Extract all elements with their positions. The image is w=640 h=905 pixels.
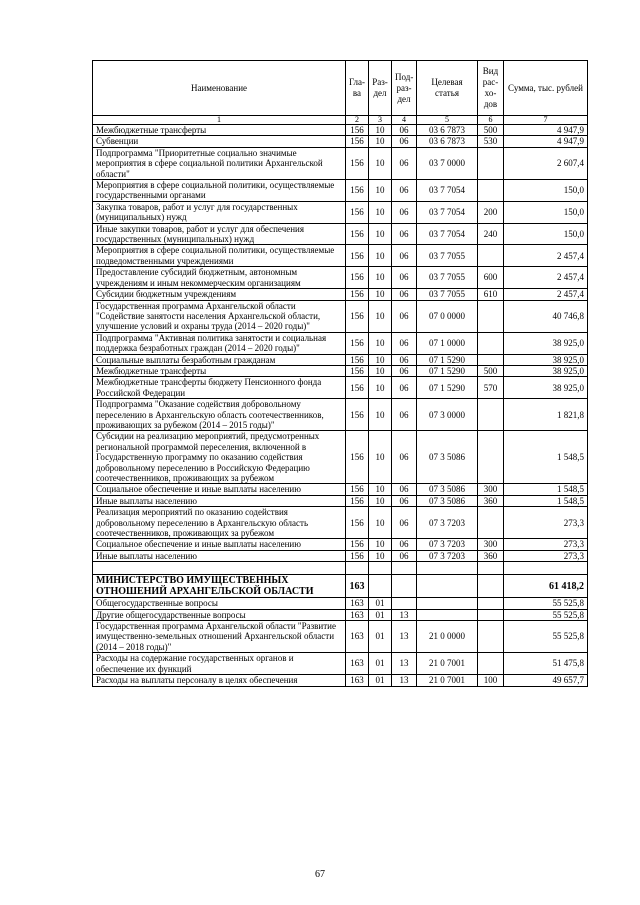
cell-name: Государственная программа Архангельской области "Содействие занятости населения Архангельской области, улучшение условий и охраны труда (2014 – 2020 годы)": [93, 300, 346, 332]
table-row: [93, 180, 588, 202]
cell-razdel: [369, 562, 392, 575]
cell-podrazdel: 13: [392, 653, 417, 675]
cell-sum: 1 548,5: [504, 495, 588, 506]
cell-razdel: 10: [369, 125, 392, 136]
cell-name: Межбюджетные трансферты: [93, 365, 346, 376]
cell-razdel: 01: [369, 675, 392, 686]
cell-sum: 55 525,8: [504, 621, 588, 653]
cell-glava: 156: [346, 245, 369, 267]
cell-vid: [478, 300, 504, 332]
table-row: [93, 550, 588, 561]
table-row: [93, 621, 588, 653]
cell-razdel: 10: [369, 147, 392, 179]
cell-target: 03 7 7054: [417, 223, 478, 245]
cell-glava: 163: [346, 675, 369, 686]
budget-table: [92, 60, 588, 687]
cell-podrazdel: 06: [392, 147, 417, 179]
cell-sum: 2 607,4: [504, 147, 588, 179]
header-vid: Вид рас-хо-дов: [478, 61, 504, 116]
cell-podrazdel: 06: [392, 484, 417, 495]
cell-razdel: 10: [369, 136, 392, 147]
cell-podrazdel: 13: [392, 621, 417, 653]
cell-razdel: 10: [369, 399, 392, 431]
column-number: 4: [392, 116, 417, 125]
cell-name: Закупка товаров, работ и услуг для государственных (муниципальных) нужд: [93, 201, 346, 223]
cell-target: 07 3 0000: [417, 399, 478, 431]
column-number: 7: [504, 116, 588, 125]
cell-glava: 156: [346, 136, 369, 147]
cell-target: 07 3 7203: [417, 539, 478, 550]
cell-razdel: 10: [369, 484, 392, 495]
budget-table-page: [92, 60, 587, 687]
cell-glava: 156: [346, 289, 369, 300]
cell-sum: 150,0: [504, 223, 588, 245]
cell-vid: [478, 562, 504, 575]
cell-target: [417, 562, 478, 575]
cell-sum: 273,3: [504, 539, 588, 550]
cell-sum: 4 947,9: [504, 125, 588, 136]
cell-name: Расходы на выплаты персоналу в целях обеспечения: [93, 675, 346, 686]
cell-name: Субвенции: [93, 136, 346, 147]
header-sum: Сумма, тыс. рублей: [504, 61, 588, 116]
cell-vid: 530: [478, 136, 504, 147]
cell-target: [417, 575, 478, 598]
cell-razdel: 10: [369, 539, 392, 550]
cell-razdel: 10: [369, 201, 392, 223]
cell-name: Социальное обеспечение и иные выплаты населению: [93, 539, 346, 550]
cell-vid: [478, 431, 504, 484]
cell-razdel: 10: [369, 300, 392, 332]
cell-razdel: 10: [369, 495, 392, 506]
cell-vid: [478, 245, 504, 267]
cell-glava: [346, 562, 369, 575]
cell-podrazdel: 06: [392, 431, 417, 484]
cell-target: 03 6 7873: [417, 136, 478, 147]
cell-sum: 1 821,8: [504, 399, 588, 431]
cell-razdel: 01: [369, 598, 392, 609]
cell-name: Мероприятия в сфере социальной политики, осуществляемые подведомственными учреждениями: [93, 245, 346, 267]
cell-glava: 163: [346, 653, 369, 675]
column-number: 1: [93, 116, 346, 125]
cell-sum: 38 925,0: [504, 354, 588, 365]
cell-target: 03 7 7055: [417, 245, 478, 267]
cell-podrazdel: 06: [392, 125, 417, 136]
column-number: 5: [417, 116, 478, 125]
cell-glava: 163: [346, 609, 369, 620]
cell-sum: 38 925,0: [504, 377, 588, 399]
cell-glava: 156: [346, 147, 369, 179]
cell-podrazdel: 06: [392, 289, 417, 300]
cell-name: Иные выплаты населению: [93, 495, 346, 506]
cell-vid: [478, 507, 504, 539]
table-body: [93, 125, 588, 687]
table-row: [93, 365, 588, 376]
cell-vid: 200: [478, 201, 504, 223]
table-row: [93, 609, 588, 620]
cell-sum: 38 925,0: [504, 332, 588, 354]
cell-target: 07 1 5290: [417, 365, 478, 376]
table-row: [93, 484, 588, 495]
cell-podrazdel: 06: [392, 399, 417, 431]
cell-sum: 2 457,4: [504, 267, 588, 289]
cell-sum: 150,0: [504, 180, 588, 202]
cell-sum: 55 525,8: [504, 598, 588, 609]
cell-podrazdel: 06: [392, 223, 417, 245]
table-row: [93, 354, 588, 365]
header-podrazdel: Под-раз-дел: [392, 61, 417, 116]
cell-razdel: 10: [369, 245, 392, 267]
cell-sum: 273,3: [504, 507, 588, 539]
cell-name: Подпрограмма "Приоритетные социально значимые мероприятия в сфере социальной политики Архангельской области": [93, 147, 346, 179]
cell-target: 07 1 5290: [417, 354, 478, 365]
cell-vid: 610: [478, 289, 504, 300]
cell-glava: 156: [346, 332, 369, 354]
cell-podrazdel: 06: [392, 201, 417, 223]
cell-vid: 500: [478, 125, 504, 136]
table-header-row: [93, 61, 588, 116]
cell-vid: [478, 609, 504, 620]
cell-glava: 156: [346, 201, 369, 223]
cell-sum: 1 548,5: [504, 484, 588, 495]
header-name: Наименование: [93, 61, 346, 116]
cell-podrazdel: 06: [392, 136, 417, 147]
cell-name: Субсидии бюджетным учреждениям: [93, 289, 346, 300]
cell-name: Предоставление субсидий бюджетным, автономным учреждениям и иным некоммерческим организациям: [93, 267, 346, 289]
cell-sum: 2 457,4: [504, 245, 588, 267]
table-row: [93, 267, 588, 289]
cell-target: [417, 609, 478, 620]
cell-vid: 300: [478, 484, 504, 495]
table-row: [93, 245, 588, 267]
cell-target: 03 7 7054: [417, 180, 478, 202]
cell-vid: 600: [478, 267, 504, 289]
cell-razdel: 10: [369, 289, 392, 300]
cell-glava: 156: [346, 507, 369, 539]
table-row: [93, 377, 588, 399]
cell-glava: 156: [346, 399, 369, 431]
cell-vid: [478, 598, 504, 609]
table-row: [93, 300, 588, 332]
cell-podrazdel: 06: [392, 354, 417, 365]
cell-podrazdel: 06: [392, 495, 417, 506]
cell-glava: 156: [346, 431, 369, 484]
cell-podrazdel: 06: [392, 300, 417, 332]
column-number: 3: [369, 116, 392, 125]
cell-name: Подпрограмма "Оказание содействия добровольному переселению в Архангельскую область соотечественников, проживающих за рубежом (2014 – 2015 годы)": [93, 399, 346, 431]
cell-target: 07 1 0000: [417, 332, 478, 354]
cell-vid: [478, 354, 504, 365]
cell-name: Субсидии на реализацию мероприятий, предусмотренных региональной программой переселения, включенной в Государственную программу по оказанию содействия добровольному переселению в Российскую Федерацию соотечественников, проживающих за рубежом: [93, 431, 346, 484]
table-row: [93, 653, 588, 675]
header-target: Целевая статья: [417, 61, 478, 116]
cell-target: 07 3 5086: [417, 484, 478, 495]
table-row: [93, 125, 588, 136]
table-row: [93, 332, 588, 354]
cell-vid: 100: [478, 675, 504, 686]
cell-sum: 40 746,8: [504, 300, 588, 332]
table-row: [93, 223, 588, 245]
column-number: 6: [478, 116, 504, 125]
cell-vid: 360: [478, 495, 504, 506]
cell-sum: 1 548,5: [504, 431, 588, 484]
cell-vid: 300: [478, 539, 504, 550]
cell-vid: [478, 332, 504, 354]
header-razdel: Раз-дел: [369, 61, 392, 116]
cell-glava: 163: [346, 598, 369, 609]
header-glava: Гла-ва: [346, 61, 369, 116]
cell-podrazdel: 06: [392, 245, 417, 267]
cell-vid: [478, 147, 504, 179]
cell-target: 07 3 7203: [417, 507, 478, 539]
cell-razdel: 10: [369, 267, 392, 289]
cell-razdel: 10: [369, 223, 392, 245]
cell-name: МИНИСТЕРСТВО ИМУЩЕСТВЕННЫХ ОТНОШЕНИЙ АРХАНГЕЛЬСКОЙ ОБЛАСТИ: [93, 575, 346, 598]
cell-podrazdel: 06: [392, 180, 417, 202]
cell-vid: [478, 399, 504, 431]
cell-vid: [478, 180, 504, 202]
cell-target: [417, 598, 478, 609]
cell-razdel: 10: [369, 332, 392, 354]
cell-sum: 51 475,8: [504, 653, 588, 675]
cell-glava: 156: [346, 495, 369, 506]
cell-target: 21 0 7001: [417, 653, 478, 675]
cell-vid: 500: [478, 365, 504, 376]
cell-sum: 55 525,8: [504, 609, 588, 620]
cell-vid: [478, 621, 504, 653]
cell-name: Общегосударственные вопросы: [93, 598, 346, 609]
cell-name: Другие общегосударственные вопросы: [93, 609, 346, 620]
cell-podrazdel: 06: [392, 267, 417, 289]
cell-name: Подпрограмма "Активная политика занятости и социальная поддержка безработных граждан (2014 – 2020 годы)": [93, 332, 346, 354]
table-row: [93, 507, 588, 539]
cell-podrazdel: 06: [392, 507, 417, 539]
cell-name: Иные выплаты населению: [93, 550, 346, 561]
table-row: [93, 201, 588, 223]
cell-glava: 156: [346, 180, 369, 202]
cell-vid: 240: [478, 223, 504, 245]
cell-razdel: [369, 575, 392, 598]
cell-glava: 156: [346, 550, 369, 561]
cell-name: [93, 562, 346, 575]
table-row: [93, 136, 588, 147]
cell-name: Государственная программа Архангельской области "Развитие имущественно-земельных отношений Архангельской области (2014 – 2018 годы)": [93, 621, 346, 653]
cell-razdel: 01: [369, 621, 392, 653]
cell-name: Реализация мероприятий по оказанию содействия добровольному переселению в Архангельскую область соотечественников, проживающих за рубежом: [93, 507, 346, 539]
cell-podrazdel: 06: [392, 539, 417, 550]
cell-podrazdel: 06: [392, 332, 417, 354]
cell-target: 07 3 5086: [417, 495, 478, 506]
table-row: [93, 598, 588, 609]
cell-glava: 156: [346, 365, 369, 376]
cell-name: Межбюджетные трансферты: [93, 125, 346, 136]
cell-name: Мероприятия в сфере социальной политики, осуществляемые государственными органами: [93, 180, 346, 202]
cell-podrazdel: 06: [392, 550, 417, 561]
cell-name: Межбюджетные трансферты бюджету Пенсионного фонда Российской Федерации: [93, 377, 346, 399]
cell-glava: 156: [346, 377, 369, 399]
cell-razdel: 10: [369, 180, 392, 202]
table-row: [93, 562, 588, 575]
cell-sum: 150,0: [504, 201, 588, 223]
cell-target: 07 1 5290: [417, 377, 478, 399]
cell-razdel: 01: [369, 653, 392, 675]
cell-target: 07 3 7203: [417, 550, 478, 561]
cell-podrazdel: 06: [392, 377, 417, 399]
cell-name: Иные закупки товаров, работ и услуг для обеспечения государственных (муниципальных) нужд: [93, 223, 346, 245]
cell-vid: 360: [478, 550, 504, 561]
cell-glava: 156: [346, 267, 369, 289]
cell-vid: 570: [478, 377, 504, 399]
table-row: [93, 399, 588, 431]
table-row: [93, 431, 588, 484]
table-row: [93, 575, 588, 598]
table-row: [93, 289, 588, 300]
cell-razdel: 10: [369, 550, 392, 561]
cell-glava: 156: [346, 125, 369, 136]
cell-glava: 156: [346, 354, 369, 365]
cell-target: 07 3 5086: [417, 431, 478, 484]
cell-glava: 163: [346, 575, 369, 598]
cell-target: 03 7 0000: [417, 147, 478, 179]
cell-glava: 156: [346, 223, 369, 245]
cell-vid: [478, 575, 504, 598]
cell-sum: [504, 562, 588, 575]
cell-razdel: 10: [369, 431, 392, 484]
cell-sum: 4 947,9: [504, 136, 588, 147]
cell-razdel: 01: [369, 609, 392, 620]
column-number-row: [93, 116, 588, 125]
cell-razdel: 10: [369, 354, 392, 365]
cell-sum: 49 657,7: [504, 675, 588, 686]
cell-glava: 156: [346, 484, 369, 495]
cell-target: 07 0 0000: [417, 300, 478, 332]
cell-glava: 156: [346, 539, 369, 550]
cell-podrazdel: [392, 575, 417, 598]
cell-podrazdel: 13: [392, 609, 417, 620]
cell-glava: 163: [346, 621, 369, 653]
column-number: 2: [346, 116, 369, 125]
page-number: 67: [315, 869, 325, 880]
cell-razdel: 10: [369, 365, 392, 376]
cell-target: 03 7 7054: [417, 201, 478, 223]
cell-podrazdel: 13: [392, 675, 417, 686]
cell-sum: 2 457,4: [504, 289, 588, 300]
cell-target: 21 0 7001: [417, 675, 478, 686]
cell-name: Социальные выплаты безработным гражданам: [93, 354, 346, 365]
cell-target: 21 0 0000: [417, 621, 478, 653]
table-row: [93, 539, 588, 550]
cell-sum: 273,3: [504, 550, 588, 561]
table-row: [93, 495, 588, 506]
cell-podrazdel: 06: [392, 365, 417, 376]
cell-vid: [478, 653, 504, 675]
cell-target: 03 7 7055: [417, 289, 478, 300]
cell-name: Социальное обеспечение и иные выплаты населению: [93, 484, 346, 495]
cell-glava: 156: [346, 300, 369, 332]
cell-sum: 38 925,0: [504, 365, 588, 376]
table-row: [93, 675, 588, 686]
cell-razdel: 10: [369, 507, 392, 539]
cell-razdel: 10: [369, 377, 392, 399]
cell-name: Расходы на содержание государственных органов и обеспечение их функций: [93, 653, 346, 675]
cell-sum: 61 418,2: [504, 575, 588, 598]
cell-podrazdel: [392, 598, 417, 609]
cell-podrazdel: [392, 562, 417, 575]
table-row: [93, 147, 588, 179]
cell-target: 03 6 7873: [417, 125, 478, 136]
cell-target: 03 7 7055: [417, 267, 478, 289]
